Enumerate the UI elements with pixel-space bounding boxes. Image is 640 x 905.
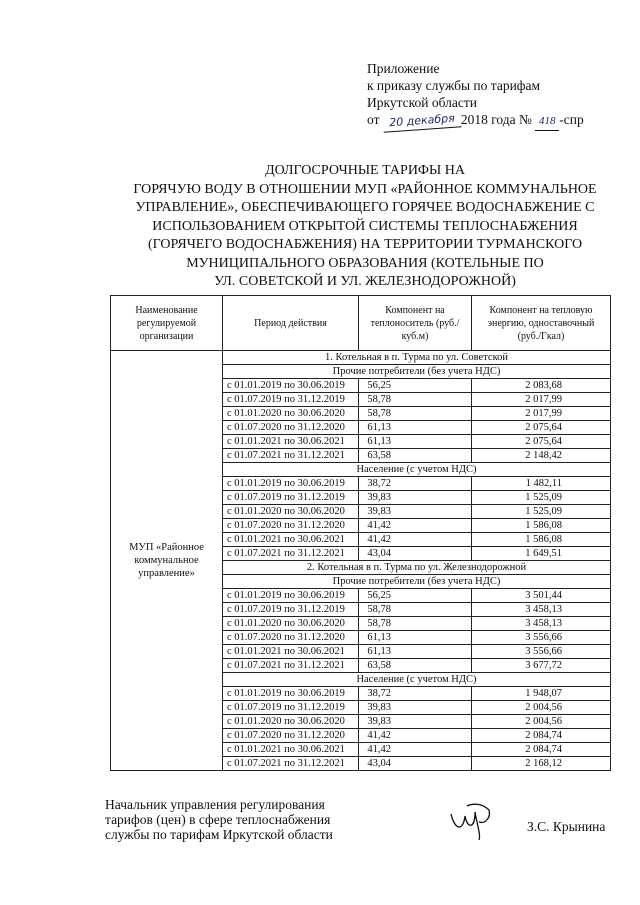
carrier-value-cell: 43,04 [359,547,472,561]
appendix-year-text: 2018 года № [460,112,532,127]
energy-value-cell: 1 482,11 [472,477,611,491]
carrier-value-cell: 56,25 [359,589,472,603]
carrier-value-cell: 38,72 [359,477,472,491]
energy-value-cell: 3 458,13 [472,617,611,631]
section-title: 1. Котельная в п. Турма по ул. Советской [223,351,611,365]
header-period: Период действия [223,296,359,351]
header-carrier: Компонент на теплоноситель (руб./куб.м) [359,296,472,351]
group-title: Население (с учетом НДС) [223,673,611,687]
energy-value-cell: 1 586,08 [472,533,611,547]
energy-value-cell: 3 556,66 [472,645,611,659]
energy-value-cell: 1 649,51 [472,547,611,561]
carrier-value-cell: 63,58 [359,449,472,463]
appendix-line-1: Приложение [367,61,440,76]
energy-value-cell: 2 084,74 [472,743,611,757]
energy-value-cell: 2 075,64 [472,421,611,435]
energy-value-cell: 2 075,64 [472,435,611,449]
period-cell: с 01.07.2021 по 31.12.2021 [223,449,359,463]
period-cell: с 01.07.2021 по 31.12.2021 [223,659,359,673]
carrier-value-cell: 41,42 [359,729,472,743]
appendix-order-line [367,111,617,131]
period-cell: с 01.07.2019 по 31.12.2019 [223,701,359,715]
carrier-value-cell: 58,78 [359,407,472,421]
energy-value-cell: 2 017,99 [472,393,611,407]
header-org: Наименование регулируемой организации [111,296,223,351]
footer-line-1: Начальник управления регулирования [105,797,325,812]
period-cell: с 01.07.2019 по 31.12.2019 [223,603,359,617]
tariffs-table [110,295,611,771]
section-title: 2. Котельная в п. Турма по ул. Железнодорожной [223,561,611,575]
period-cell: с 01.01.2020 по 30.06.2020 [223,715,359,729]
period-cell: с 01.07.2020 по 31.12.2020 [223,421,359,435]
energy-value-cell: 3 458,13 [472,603,611,617]
carrier-value-cell: 43,04 [359,757,472,771]
appendix-number-suffix: -спр [559,112,584,127]
energy-value-cell: 1 586,08 [472,519,611,533]
carrier-value-cell: 39,83 [359,715,472,729]
period-cell: с 01.01.2021 по 30.06.2021 [223,533,359,547]
period-cell: с 01.07.2021 по 31.12.2021 [223,757,359,771]
energy-value-cell: 2 083,68 [472,379,611,393]
title-line-2: ГОРЯЧУЮ ВОДУ В ОТНОШЕНИИ МУП «РАЙОННОЕ КОММУНАЛЬНОЕ [133,181,597,197]
period-cell: с 01.01.2019 по 30.06.2019 [223,687,359,701]
group-title: Население (с учетом НДС) [223,463,611,477]
appendix-line-2: к приказу службы по тарифам [367,78,541,93]
carrier-value-cell: 61,13 [359,435,472,449]
energy-value-cell: 3 556,66 [472,631,611,645]
carrier-value-cell: 38,72 [359,687,472,701]
energy-value-cell: 2 004,56 [472,701,611,715]
carrier-value-cell: 41,42 [359,743,472,757]
header-energy: Компонент на тепловую энергию, одноставочный (руб./Гкал) [472,296,611,351]
carrier-value-cell: 63,58 [359,659,472,673]
title-line-1: ДОЛГОСРОЧНЫЕ ТАРИФЫ НА [265,163,465,178]
handwritten-signature [445,800,505,840]
energy-value-cell: 1 525,09 [472,505,611,519]
appendix-line-3: Иркутской области [367,95,478,110]
title-line-3: УПРАВЛЕНИЕ», ОБЕСПЕЧИВАЮЩЕГО ГОРЯЧЕЕ ВОДОСНАБЖЕНИЕ С [135,200,595,215]
group-title: Прочие потребители (без учета НДС) [223,365,611,379]
period-cell: с 01.07.2019 по 31.12.2019 [223,393,359,407]
handwritten-order-number: 418 [535,113,559,131]
title-line-6: МУНИЦИПАЛЬНОГО ОБРАЗОВАНИЯ (КОТЕЛЬНЫЕ ПО [186,255,544,271]
period-cell: с 01.07.2019 по 31.12.2019 [223,491,359,505]
period-cell: с 01.01.2019 по 30.06.2019 [223,477,359,491]
energy-value-cell: 2 168,12 [472,757,611,771]
period-cell: с 01.01.2021 по 30.06.2021 [223,743,359,757]
appendix-block [367,60,617,131]
carrier-value-cell: 58,78 [359,603,472,617]
energy-value-cell: 1 525,09 [472,491,611,505]
carrier-value-cell: 61,13 [359,631,472,645]
carrier-value-cell: 41,42 [359,533,472,547]
title-line-5: (ГОРЯЧЕГО ВОДОСНАБЖЕНИЯ) НА ТЕРРИТОРИИ ТУРМАНСКОГО [147,237,583,252]
energy-value-cell: 3 501,44 [472,589,611,603]
footer-line-2: тарифов (цен) в сфере теплоснабжения [105,812,331,827]
carrier-value-cell: 39,83 [359,505,472,519]
carrier-value-cell: 58,78 [359,617,472,631]
period-cell: с 01.07.2020 по 31.12.2020 [223,519,359,533]
period-cell: с 01.01.2019 по 30.06.2019 [223,379,359,393]
handwritten-date: 20 декабря [382,109,461,132]
section-row [111,351,611,365]
energy-value-cell: 2 148,42 [472,449,611,463]
period-cell: с 01.07.2020 по 31.12.2020 [223,631,359,645]
title-line-4: ИСПОЛЬЗОВАНИЕМ ОТКРЫТОЙ СИСТЕМЫ ТЕПЛОСНАБЖЕНИЯ [152,218,578,234]
footer-line-3: службы по тарифам Иркутской области [105,827,333,842]
carrier-value-cell: 39,83 [359,701,472,715]
group-title: Прочие потребители (без учета НДС) [223,575,611,589]
title-line-7: УЛ. СОВЕТСКОЙ И УЛ. ЖЕЛЕЗНОДОРОЖНОЙ) [214,274,516,289]
energy-value-cell: 2 084,74 [472,729,611,743]
carrier-value-cell: 58,78 [359,393,472,407]
period-cell: с 01.01.2020 по 30.06.2020 [223,505,359,519]
energy-value-cell: 2 004,56 [472,715,611,729]
period-cell: с 01.01.2020 по 30.06.2020 [223,407,359,421]
appendix-from-label: от [367,112,380,127]
energy-value-cell: 1 948,07 [472,687,611,701]
carrier-value-cell: 61,13 [359,645,472,659]
period-cell: с 01.01.2021 по 30.06.2021 [223,435,359,449]
period-cell: с 01.01.2019 по 30.06.2019 [223,589,359,603]
period-cell: с 01.07.2020 по 31.12.2020 [223,729,359,743]
energy-value-cell: 2 017,99 [472,407,611,421]
period-cell: с 01.01.2021 по 30.06.2021 [223,645,359,659]
period-cell: с 01.07.2021 по 31.12.2021 [223,547,359,561]
carrier-value-cell: 41,42 [359,519,472,533]
carrier-value-cell: 56,25 [359,379,472,393]
energy-value-cell: 3 677,72 [472,659,611,673]
table-body [111,351,611,771]
table-header-row [111,296,611,351]
footer-position [105,797,365,842]
document-title [100,162,630,292]
carrier-value-cell: 39,83 [359,491,472,505]
period-cell: с 01.01.2020 по 30.06.2020 [223,617,359,631]
signer-name: З.С. Крынина [527,819,606,834]
org-name-cell: МУП «Районное коммунальное управление» [111,351,223,771]
carrier-value-cell: 61,13 [359,421,472,435]
